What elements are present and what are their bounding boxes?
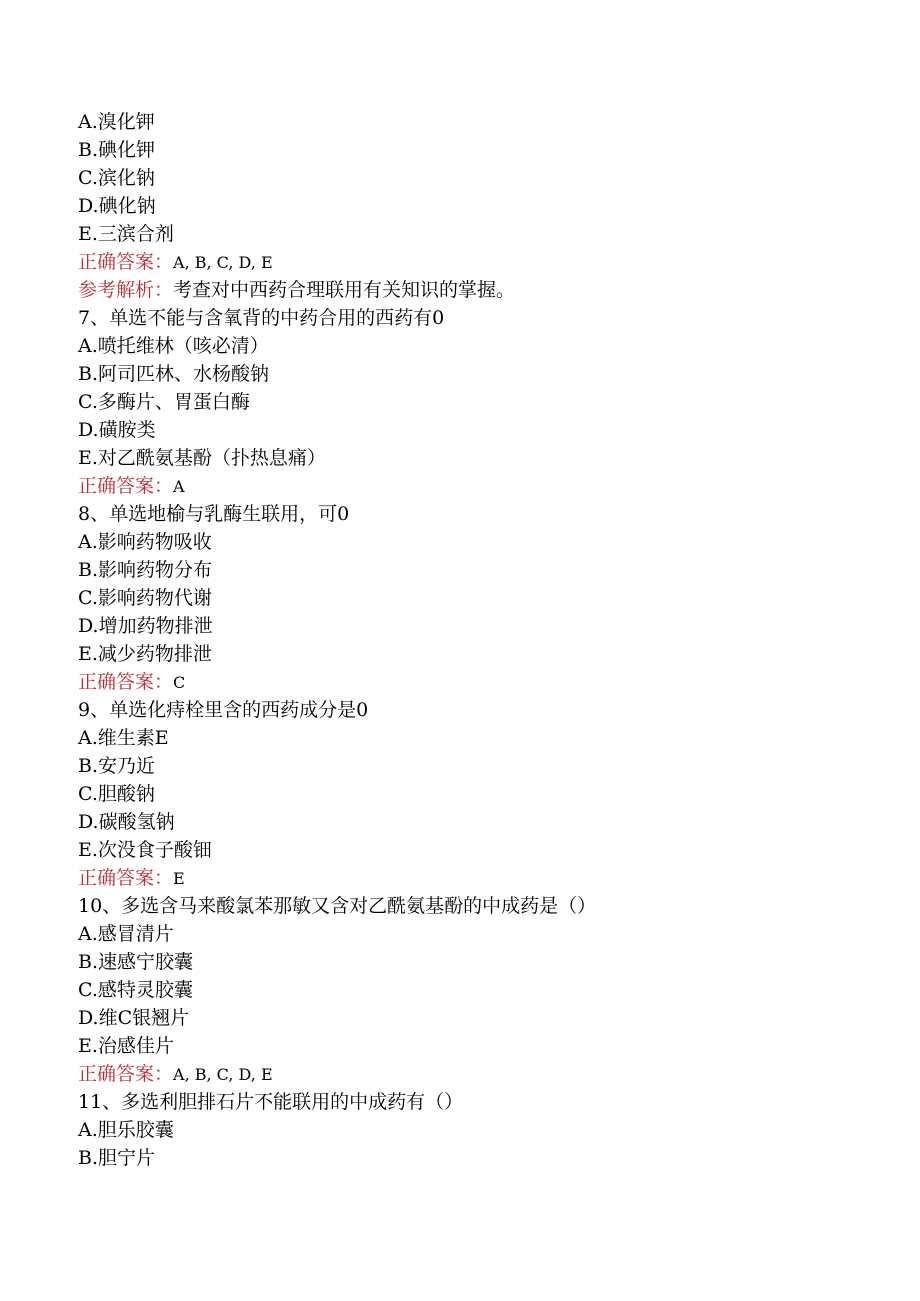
answer-line bbox=[78, 248, 858, 276]
answer-value: C bbox=[173, 673, 186, 692]
option-c: C.滨化钠 bbox=[78, 167, 155, 189]
option-c: C.影响药物代谢 bbox=[78, 587, 212, 609]
option-d: D.磺胺类 bbox=[78, 419, 156, 441]
answer-label: 正确答案： bbox=[78, 251, 174, 273]
option-d: D.增加药物排泄 bbox=[78, 615, 213, 637]
option-b: B.速感宁胶囊 bbox=[78, 951, 194, 973]
answer-label: 正确答案： bbox=[78, 867, 174, 889]
question-8-block bbox=[78, 500, 858, 696]
option-a: A.喷托维林（咳必清） bbox=[78, 335, 269, 357]
question-text: 10、多选含马来酸氯苯那敏又含对乙酰氨基酚的中成药是（） bbox=[78, 895, 597, 917]
option-e: E.对乙酰氨基酚（扑热息痛） bbox=[78, 447, 326, 469]
answer-label: 正确答案： bbox=[78, 1063, 174, 1085]
option-b: B.安乃近 bbox=[78, 755, 156, 777]
question-6-block bbox=[78, 108, 858, 304]
option-a: A.溴化钾 bbox=[78, 111, 155, 133]
option-a: A.影响药物吸收 bbox=[78, 531, 212, 553]
question-text: 9、单选化痔栓里含的西药成分是0 bbox=[78, 699, 369, 721]
question-text: 8、单选地榆与乳酶生联用，可0 bbox=[78, 503, 350, 525]
option-b: B.胆宁片 bbox=[78, 1147, 156, 1169]
analysis-line bbox=[78, 276, 858, 304]
answer-label: 正确答案： bbox=[78, 475, 174, 497]
option-a: A.感冒清片 bbox=[78, 923, 174, 945]
option-a: A.胆乐胶囊 bbox=[78, 1119, 174, 1141]
question-text: 11、多选利胆排石片不能联用的中成药有（） bbox=[78, 1091, 464, 1113]
option-d: D.碘化钠 bbox=[78, 195, 156, 217]
option-b: B.碘化钾 bbox=[78, 139, 156, 161]
answer-value: A bbox=[173, 477, 185, 496]
option-c: C.胆酸钠 bbox=[78, 783, 155, 805]
answer-line bbox=[78, 668, 858, 696]
answer-value: A, B, C, D, E bbox=[173, 253, 273, 272]
option-a: A.维生素E bbox=[78, 727, 169, 749]
answer-line bbox=[78, 472, 858, 500]
answer-line bbox=[78, 1060, 858, 1088]
question-9-block bbox=[78, 696, 858, 892]
answer-value: E bbox=[173, 869, 185, 888]
option-d: D.维C银翘片 bbox=[78, 1007, 190, 1029]
question-text: 7、单选不能与含氧背的中药合用的西药有0 bbox=[78, 307, 445, 329]
question-10-block bbox=[78, 892, 858, 1088]
option-c: C.多酶片、胃蛋白酶 bbox=[78, 391, 250, 413]
option-e: E.治感佳片 bbox=[78, 1035, 174, 1057]
option-b: B.阿司匹林、水杨酸钠 bbox=[78, 363, 270, 385]
answer-line bbox=[78, 864, 858, 892]
option-c: C.感特灵胶囊 bbox=[78, 979, 193, 1001]
question-7-block bbox=[78, 304, 858, 500]
answer-label: 正确答案： bbox=[78, 671, 174, 693]
option-e: E.次没食子酸钿 bbox=[78, 839, 212, 861]
option-e: E.三滨合剂 bbox=[78, 223, 174, 245]
analysis-text: 考查对中西药合理联用有关知识的掌握。 bbox=[173, 279, 516, 301]
document-page bbox=[78, 108, 858, 1172]
option-e: E.减少药物排泄 bbox=[78, 643, 212, 665]
option-b: B.影响药物分布 bbox=[78, 559, 213, 581]
answer-value: A, B, C, D, E bbox=[173, 1065, 273, 1084]
analysis-label: 参考解析： bbox=[78, 279, 174, 301]
option-d: D.碳酸氢钠 bbox=[78, 811, 175, 833]
question-11-block bbox=[78, 1088, 858, 1172]
